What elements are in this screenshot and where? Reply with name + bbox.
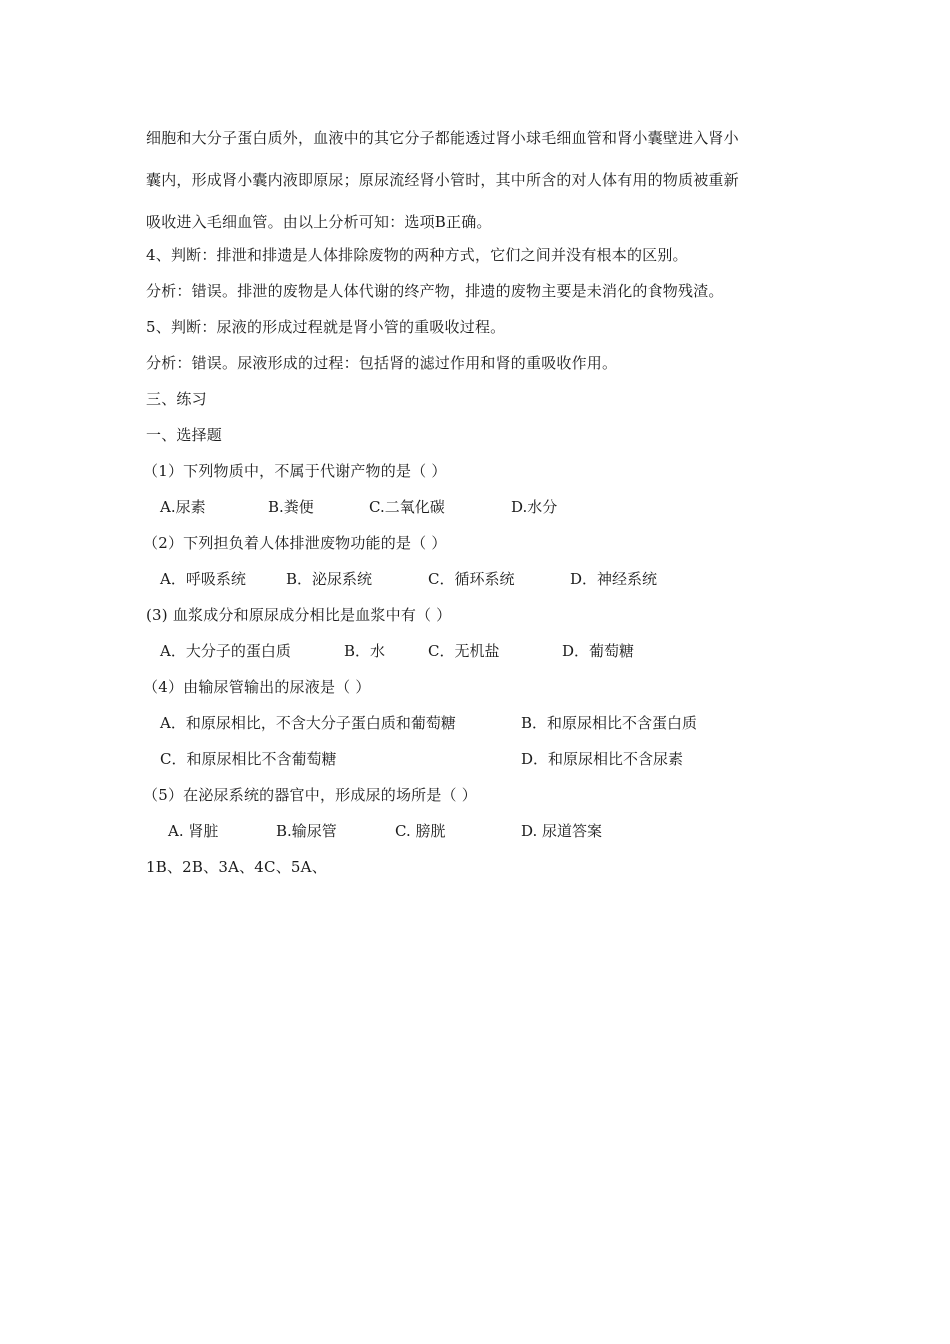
question-3-stem: (3) 血浆成分和原尿成分相比是血浆中有（ ） <box>146 606 452 624</box>
question-5-option-b: B.输尿管 <box>276 822 337 840</box>
question-4-option-c: C．和原尿相比不含葡萄糖 <box>160 750 337 768</box>
question-2-option-c: C．循环系统 <box>428 570 515 588</box>
question-1-option-a: A.尿素 <box>160 498 206 516</box>
item5-judge: 5、判断：尿液的形成过程就是肾小管的重吸收过程。 <box>146 318 506 336</box>
question-1-option-d: D.水分 <box>511 498 558 516</box>
question-5-option-a: A. 肾脏 <box>168 822 219 840</box>
question-2-option-a: A．呼吸系统 <box>160 570 246 588</box>
paragraph-line-2: 囊内，形成肾小囊内液即原尿；原尿流经肾小管时，其中所含的对人体有用的物质被重新 <box>146 171 739 189</box>
question-2-option-b: B．泌尿系统 <box>286 570 373 588</box>
question-5-stem: （5）在泌尿系统的器官中，形成尿的场所是（ ） <box>143 786 477 804</box>
question-5-option-c: C. 膀胱 <box>395 822 446 840</box>
paragraph-line-1: 细胞和大分子蛋白质外，血液中的其它分子都能透过肾小球毛细血管和肾小囊壁进入肾小 <box>146 129 739 147</box>
question-4-option-a: A．和原尿相比，不含大分子蛋白质和葡萄糖 <box>160 714 456 732</box>
question-2-option-d: D．神经系统 <box>570 570 658 588</box>
question-3-option-d: D．葡萄糖 <box>562 642 635 660</box>
section-title: 三、练习 <box>146 390 207 408</box>
question-2-stem: （2）下列担负着人体排泄废物功能的是（ ） <box>143 534 447 552</box>
subsection-title: 一、选择题 <box>146 426 223 444</box>
answer-key: 1B、2B、3A、4C、5A、 <box>146 858 327 876</box>
question-4-option-b: B．和原尿相比不含蛋白质 <box>521 714 698 732</box>
question-1-option-c: C.二氧化碳 <box>369 498 445 516</box>
question-1-option-b: B.粪便 <box>268 498 314 516</box>
item5-analysis: 分析：错误。尿液形成的过程：包括肾的滤过作用和肾的重吸收作用。 <box>146 354 618 372</box>
paragraph-line-3: 吸收进入毛细血管。由以上分析可知：选项B正确。 <box>146 213 492 231</box>
question-1-stem: （1）下列物质中，不属于代谢产物的是（ ） <box>143 462 447 480</box>
question-4-option-d: D．和原尿相比不含尿素 <box>521 750 684 768</box>
question-3-option-a: A．大分子的蛋白质 <box>160 642 291 660</box>
question-4-stem: （4）由输尿管输出的尿液是（ ） <box>143 678 371 696</box>
question-5-option-d: D. 尿道答案 <box>521 822 603 840</box>
item4-analysis: 分析：错误。排泄的废物是人体代谢的终产物，排遗的废物主要是未消化的食物残渣。 <box>146 282 724 300</box>
item4-judge: 4、判断：排泄和排遗是人体排除废物的两种方式，它们之间并没有根本的区别。 <box>146 246 688 264</box>
question-3-option-c: C．无机盐 <box>428 642 500 660</box>
question-3-option-b: B．水 <box>344 642 386 660</box>
